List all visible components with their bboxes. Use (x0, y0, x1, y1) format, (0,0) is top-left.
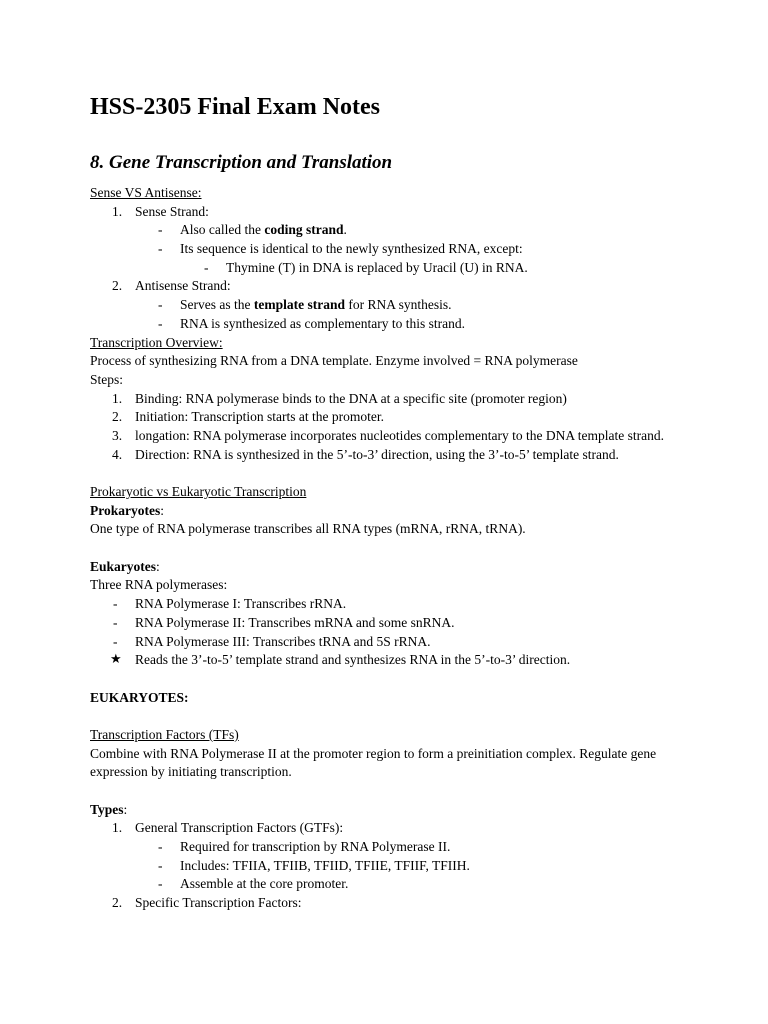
pro-vs-euk-heading: Prokaryotic vs Eukaryotic Transcription (90, 484, 307, 499)
gtf-bullet: - Required for transcription by RNA Polymerase II. (158, 839, 451, 855)
gtf-bullet: - Assemble at the core promoter. (158, 876, 349, 892)
sense-sub-bullet: - Thymine (T) in DNA is replaced by Uracil (U) in RNA. (204, 259, 528, 275)
overview-text: Process of synthesizing RNA from a DNA template. Enzyme involved = RNA polymerase (90, 353, 578, 369)
spacer (90, 707, 730, 726)
prokaryotes-text: One type of RNA polymerase transcribes all RNA types (mRNA, rRNA, tRNA). (90, 521, 526, 537)
spacer (90, 539, 730, 558)
tfs-text-line-2: expression by initiating transcription. (90, 764, 292, 780)
spacer (90, 464, 730, 483)
sense-strand-item: 1. Sense Strand: (112, 203, 209, 219)
document-body (90, 184, 730, 913)
sense-bullet-2: - Its sequence is identical to the newly synthesized RNA, except: (158, 241, 523, 257)
step-item: 1. Binding: RNA polymerase binds to the DNA at a specific site (promoter region) (112, 390, 567, 406)
prokaryotes-label: Prokaryotes: (90, 502, 165, 518)
eukaryotes-heading: EUKARYOTES: (90, 689, 189, 705)
steps-label: Steps: (90, 371, 124, 387)
polymerase-item: - RNA Polymerase III: Transcribes tRNA and 5S rRNA. (113, 633, 431, 649)
step-item: 4. Direction: RNA is synthesized in the 5’-to-3’ direction, using the 3’-to-5’ template strand. (112, 446, 619, 462)
antisense-strand-item: 2. Antisense Strand: (112, 278, 231, 294)
polymerase-item: - RNA Polymerase I: Transcribes rRNA. (113, 596, 347, 612)
document-title: HSS-2305 Final Exam Notes (90, 94, 381, 120)
stf-item: 2. Specific Transcription Factors: (112, 895, 302, 911)
star-item: ★ Reads the 3’-to-5’ template strand and synthesizes RNA in the 5’-to-3’ direction. (90, 651, 730, 670)
gtf-bullet: - Includes: TFIIA, TFIIB, TFIID, TFIIE, TFIIF, TFIIH. (158, 857, 470, 873)
overview-heading: Transcription Overview: (90, 334, 223, 350)
gtf-item: 1. General Transcription Factors (GTFs): (112, 820, 344, 836)
sense-antisense-heading: Sense VS Antisense: (90, 185, 202, 200)
eukaryotes-label: Eukaryotes: (90, 558, 160, 574)
spacer (90, 782, 730, 801)
eukaryotes-text: Three RNA polymerases: (90, 577, 228, 593)
tfs-heading: Transcription Factors (TFs) (90, 726, 239, 742)
step-item: 3. longation: RNA polymerase incorporates nucleotides complementary to the DNA template strand. (112, 427, 664, 443)
star-icon: ★ (110, 652, 122, 668)
types-label: Types: (90, 801, 128, 817)
section-title: 8. Gene Transcription and Translation (90, 152, 393, 173)
polymerase-item: - RNA Polymerase II: Transcribes mRNA and some snRNA. (113, 614, 455, 630)
tfs-text-line-1: Combine with RNA Polymerase II at the promoter region to form a preinitiation complex. Regulate gene (90, 745, 657, 761)
sense-bullet-1: - Also called the coding strand. (158, 222, 347, 238)
antisense-bullet-1: - Serves as the template strand for RNA synthesis. (158, 297, 452, 313)
step-item: 2. Initiation: Transcription starts at the promoter. (112, 409, 384, 425)
antisense-bullet-2: - RNA is synthesized as complementary to this strand. (158, 315, 465, 331)
spacer (90, 670, 730, 689)
